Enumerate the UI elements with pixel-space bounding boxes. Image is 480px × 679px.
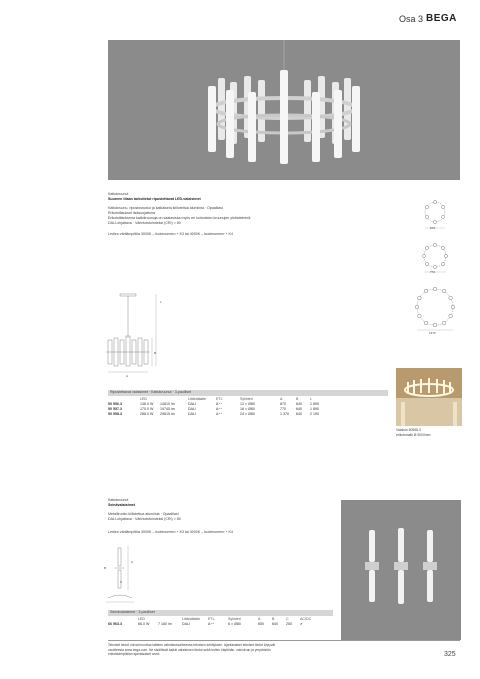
cell: 138.0 W <box>140 402 154 406</box>
cell: 650 <box>258 622 264 626</box>
product1-category: Kattokruunut <box>108 192 129 196</box>
product2-table <box>108 610 333 627</box>
product1-title: Suureen tilaan tarkoitetut ripustettavat LED-valaisimet <box>108 197 201 201</box>
plan-diagrams <box>405 192 465 342</box>
cell: 12 × Ø80 <box>240 402 255 406</box>
cell: 640 <box>296 402 302 406</box>
col-head: Liitäntälaite <box>188 397 207 401</box>
cell: DALI <box>188 402 196 406</box>
col-head: LED <box>138 617 145 621</box>
col-head: Sylinteri <box>240 397 253 401</box>
cell: DALI <box>188 407 196 411</box>
page-number: 325 <box>444 651 456 658</box>
cell: 1 890 <box>310 402 319 406</box>
footer-note-3: erikoislämpötilan ajantasaiset arvot. <box>108 652 161 656</box>
product1-table-title: Ripustettavat valaisimet · Kattokruunut · 3-paolliset <box>108 390 388 396</box>
cell: A⁺⁺ <box>216 402 223 406</box>
cell: 2 190 <box>310 412 319 416</box>
table-row <box>108 622 318 627</box>
cell: 50 558.3 <box>108 412 122 416</box>
cell: 16 × Ø80 <box>240 407 255 411</box>
table-row <box>108 412 328 417</box>
cell: 7 160 lm <box>158 622 172 626</box>
photo-caption-2: erikoismalli Ø 3000mm <box>396 433 431 437</box>
cell: 29615 lm <box>160 412 175 416</box>
product1-desc-2: Erikoistilaukset lisäsuojattuna <box>108 211 155 215</box>
product2-desc-1: Metallirunko kiillotettua alumiinia · Opaalilasi <box>108 512 179 516</box>
dim-label-l: L <box>160 300 162 304</box>
col-head: A <box>258 617 261 621</box>
col-head: ETL <box>216 397 223 401</box>
product1-desc-1: Kattokruunu, ripustusrunko ja katkaisela kiillotettua alumiinia · Opaalilasi <box>108 206 223 210</box>
dim-label-a: A <box>126 374 129 378</box>
wall-luminaire-photo <box>341 500 461 640</box>
installation-photo <box>396 368 462 426</box>
cell: 6 × Ø80 <box>228 622 241 626</box>
product2-category: Kattokruunut <box>108 498 129 502</box>
cell: 1 370 <box>280 412 289 416</box>
cell: 1 890 <box>310 407 319 411</box>
dim2-label-a: A <box>131 560 134 564</box>
product1-desc-4: DALI-ohjattava · Värintoistoindeksi (CRI) > 80 <box>108 221 181 225</box>
section-label: Osa 3 <box>399 14 424 24</box>
cell: 170.0 W <box>140 407 154 411</box>
col-head: B <box>296 397 299 401</box>
product2-title: Seinävalaisimet <box>108 503 135 507</box>
product2-led-note: Ledien värilämpötila 3000K – tuotenumero + K3 tai 4000K – tuotenumero + K4 <box>108 530 233 534</box>
plan-label-2: 770 <box>430 270 436 274</box>
product2-desc-2: DALI-ohjattava · Värintoistoindeksi (CRI) > 80 <box>108 517 181 521</box>
cell: 770 <box>280 407 286 411</box>
col-head: B <box>272 617 275 621</box>
col-head: ETL <box>208 617 215 621</box>
cell: A⁺⁺ <box>208 622 215 626</box>
product2-table-title: Seinävalaisimet · 3-paolliset <box>108 610 333 616</box>
plan-label-3: 1370 <box>429 331 436 335</box>
cell: 640 <box>272 622 278 626</box>
cell: 19745 lm <box>160 407 175 411</box>
cell: ✔ <box>300 622 304 626</box>
col-head: L <box>310 397 312 401</box>
dim-label-b: B <box>154 351 157 355</box>
plan-label-1: 670 <box>430 226 436 230</box>
cell: 50 556.3 <box>108 402 122 406</box>
col-head: Liitäntälaite <box>182 617 201 621</box>
cell: A⁺⁺ <box>216 407 223 411</box>
cell: DALI <box>182 622 190 626</box>
cell: A⁺⁺ <box>216 412 223 416</box>
cell: DALI <box>188 412 196 416</box>
cell: 14810 lm <box>160 402 175 406</box>
cell: 870 <box>280 402 286 406</box>
footer-rule <box>108 640 460 641</box>
col-head: A <box>280 397 283 401</box>
col-head: Sylinteri <box>228 617 241 621</box>
col-head: AC/DC <box>300 617 312 621</box>
cell: 24 × Ø80 <box>240 412 255 416</box>
footer-note-2: osoitteesta www.bega.com. Ne sisältävät kaikki valaisimen tiedot sekä ledien käyttöiän, valovirran ja ympäristön <box>108 647 271 652</box>
footer-note-1: Tekniset tiedot voivat muuttua laitteen valmistusvaiheessa teknisen kehityksen. Ajantasaiset tekniset tiedot löytyvät <box>108 643 276 647</box>
wall-luminaire-drawing <box>100 540 160 608</box>
col-head: C <box>286 617 289 621</box>
col-head: LED <box>140 397 147 401</box>
cell: 50 557.3 <box>108 407 122 411</box>
cell: 640 <box>296 412 302 416</box>
elevation-drawing <box>100 290 180 382</box>
cell: 640 <box>296 407 302 411</box>
cell: 66.0 W <box>138 622 150 626</box>
product1-led-note: Ledien värilämpötila 3000K – tuotenumero + K3 tai 4000K – tuotenumero + K4 <box>108 232 233 236</box>
photo-caption-1: Valaisin 50558.3 <box>396 428 421 432</box>
dim2-label-b: B <box>104 566 107 570</box>
product1-desc-3: Erikoistilauksena kattokruunuja on saatavissa myös eri korkuisten kruunujen yhdistelminä. <box>108 216 252 220</box>
cell: 66 563.3 <box>108 622 122 626</box>
cell: 288.0 W <box>140 412 154 416</box>
brand-logo: BEGA <box>426 13 457 24</box>
cell: 250 <box>286 622 292 626</box>
chandelier-photo <box>108 40 460 180</box>
product1-table <box>108 390 388 417</box>
dim2-label-c: C <box>120 580 123 584</box>
